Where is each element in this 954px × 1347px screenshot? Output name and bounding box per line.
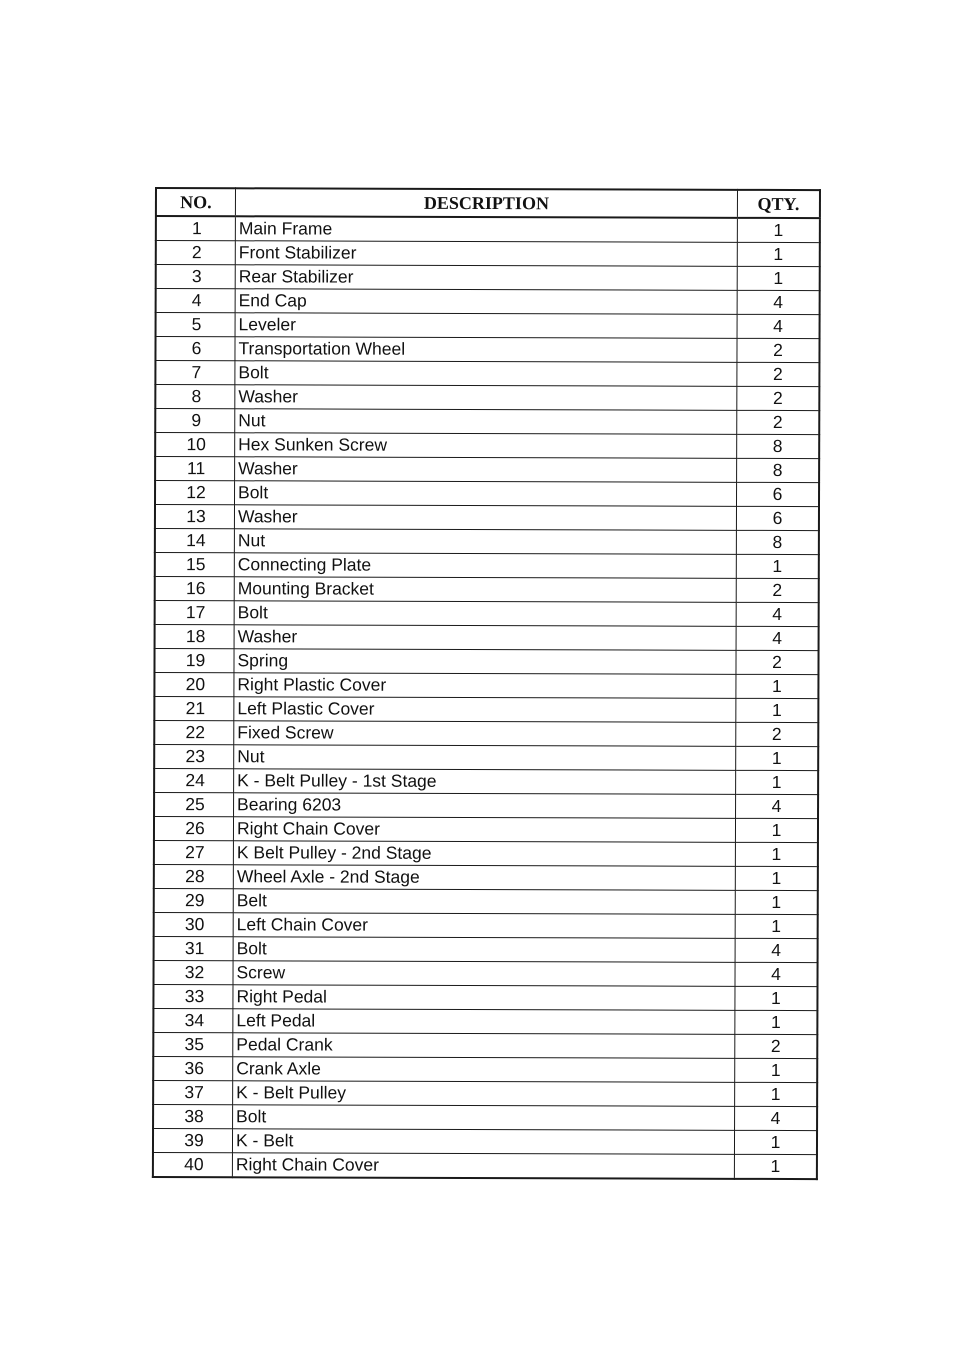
row-number: 7 xyxy=(155,361,235,385)
table-row xyxy=(155,601,819,627)
column-header-qty: QTY. xyxy=(737,190,820,218)
row-description: Washer xyxy=(235,457,737,483)
row-quantity: 1 xyxy=(735,842,818,866)
table-row xyxy=(154,745,818,771)
row-quantity: 2 xyxy=(736,650,819,674)
row-description: Front Stabilizer xyxy=(235,241,737,267)
row-quantity: 2 xyxy=(737,362,820,386)
table-row xyxy=(153,1008,817,1034)
table-row xyxy=(153,1056,817,1082)
row-description: Washer xyxy=(234,505,736,531)
table-row xyxy=(155,625,819,651)
row-description: Bolt xyxy=(235,481,737,507)
table-row xyxy=(154,888,818,914)
row-description: K - Belt xyxy=(232,1129,734,1155)
row-quantity: 2 xyxy=(736,578,819,602)
row-quantity: 1 xyxy=(735,890,818,914)
row-description: Bolt xyxy=(233,1105,735,1131)
row-number: 31 xyxy=(154,936,234,960)
row-number: 39 xyxy=(153,1128,233,1152)
row-number: 4 xyxy=(156,289,236,313)
row-number: 36 xyxy=(153,1056,233,1080)
table-row xyxy=(154,864,818,890)
row-quantity: 8 xyxy=(737,434,820,458)
row-description: End Cap xyxy=(235,289,737,315)
header-row xyxy=(156,188,820,218)
row-quantity: 1 xyxy=(737,266,820,290)
row-quantity: 1 xyxy=(736,746,819,770)
row-description: Leveler xyxy=(235,313,737,339)
table-row xyxy=(153,1032,817,1058)
row-quantity: 1 xyxy=(736,770,819,794)
row-number: 21 xyxy=(154,697,234,721)
row-quantity: 8 xyxy=(737,458,820,482)
row-description: Washer xyxy=(234,625,736,651)
row-number: 20 xyxy=(154,673,234,697)
row-number: 8 xyxy=(155,385,235,409)
row-quantity: 2 xyxy=(736,722,819,746)
row-quantity: 1 xyxy=(735,818,818,842)
table-row xyxy=(156,216,820,243)
row-number: 6 xyxy=(155,337,235,361)
row-description: Hex Sunken Screw xyxy=(235,433,737,459)
row-number: 17 xyxy=(155,601,235,625)
table-row xyxy=(155,529,819,555)
row-quantity: 4 xyxy=(735,1106,818,1130)
column-header-no: NO. xyxy=(156,188,236,216)
row-description: Belt xyxy=(233,889,735,915)
row-description: Right Chain Cover xyxy=(233,817,735,843)
row-number: 40 xyxy=(153,1152,233,1177)
row-number: 38 xyxy=(153,1104,233,1128)
row-number: 11 xyxy=(155,457,235,481)
row-quantity: 2 xyxy=(737,386,820,410)
table-row xyxy=(153,1128,817,1154)
row-description: K - Belt Pulley - 1st Stage xyxy=(234,769,736,795)
row-number: 29 xyxy=(154,888,234,912)
row-number: 18 xyxy=(155,625,235,649)
table-row xyxy=(154,840,818,866)
row-description: K Belt Pulley - 2nd Stage xyxy=(233,841,735,867)
row-description: Left Plastic Cover xyxy=(234,697,736,723)
row-description: Main Frame xyxy=(235,216,737,242)
row-description: Right Plastic Cover xyxy=(234,673,736,699)
row-quantity: 1 xyxy=(735,914,818,938)
table-row xyxy=(154,793,818,819)
row-quantity: 6 xyxy=(736,482,819,506)
table-row xyxy=(154,673,818,699)
table-row xyxy=(154,649,818,675)
row-quantity: 1 xyxy=(736,674,819,698)
row-number: 24 xyxy=(154,769,234,793)
row-number: 2 xyxy=(156,241,236,265)
row-description: Left Chain Cover xyxy=(233,913,735,939)
row-number: 25 xyxy=(154,793,234,817)
row-quantity: 4 xyxy=(737,314,820,338)
row-number: 5 xyxy=(156,313,236,337)
row-quantity: 4 xyxy=(735,938,818,962)
row-quantity: 2 xyxy=(737,410,820,434)
row-description: Wheel Axle - 2nd Stage xyxy=(233,865,735,891)
row-number: 3 xyxy=(156,265,236,289)
row-quantity: 1 xyxy=(735,866,818,890)
table-row xyxy=(154,912,818,938)
row-number: 9 xyxy=(155,409,235,433)
row-number: 37 xyxy=(153,1080,233,1104)
row-quantity: 2 xyxy=(735,1034,818,1058)
row-quantity: 1 xyxy=(734,1154,817,1179)
table-row xyxy=(155,505,819,531)
row-description: Left Pedal xyxy=(233,1009,735,1035)
row-number: 27 xyxy=(154,840,234,864)
row-number: 33 xyxy=(153,984,233,1008)
row-number: 1 xyxy=(156,216,236,241)
row-description: Connecting Plate xyxy=(234,553,736,579)
row-quantity: 1 xyxy=(735,1010,818,1034)
row-quantity: 1 xyxy=(734,1130,817,1154)
table-row xyxy=(155,337,819,363)
row-quantity: 4 xyxy=(736,626,819,650)
row-description: Bolt xyxy=(234,601,736,627)
row-quantity: 4 xyxy=(736,794,819,818)
table-body xyxy=(153,216,820,1179)
row-quantity: 1 xyxy=(737,242,820,266)
row-quantity: 4 xyxy=(735,962,818,986)
table-row xyxy=(155,577,819,603)
table-row xyxy=(153,1104,817,1130)
table-row xyxy=(154,721,818,747)
row-quantity: 4 xyxy=(736,602,819,626)
row-number: 23 xyxy=(154,745,234,769)
table-header xyxy=(156,188,820,218)
table-row xyxy=(156,289,820,315)
table-row xyxy=(155,385,819,411)
row-description: K - Belt Pulley xyxy=(233,1081,735,1107)
row-description: Spring xyxy=(234,649,736,675)
row-quantity: 1 xyxy=(737,218,820,243)
row-quantity: 1 xyxy=(736,554,819,578)
table-row xyxy=(156,265,820,291)
row-number: 14 xyxy=(155,529,235,553)
row-description: Screw xyxy=(233,961,735,987)
table-row xyxy=(153,1152,817,1179)
row-description: Right Pedal xyxy=(233,985,735,1011)
row-description: Bolt xyxy=(233,937,735,963)
table-row xyxy=(156,241,820,267)
row-description: Bearing 6203 xyxy=(234,793,736,819)
row-number: 10 xyxy=(155,433,235,457)
table-row xyxy=(155,361,819,387)
row-quantity: 6 xyxy=(736,506,819,530)
row-number: 16 xyxy=(155,577,235,601)
row-number: 30 xyxy=(154,912,234,936)
row-number: 28 xyxy=(154,864,234,888)
row-quantity: 4 xyxy=(737,290,820,314)
row-description: Right Chain Cover xyxy=(232,1153,734,1179)
row-description: Bolt xyxy=(235,361,737,387)
row-number: 34 xyxy=(153,1008,233,1032)
row-description: Mounting Bracket xyxy=(234,577,736,603)
table-row xyxy=(155,433,819,459)
row-number: 19 xyxy=(154,649,234,673)
row-number: 15 xyxy=(155,553,235,577)
row-quantity: 1 xyxy=(735,1058,818,1082)
column-header-description: DESCRIPTION xyxy=(235,188,737,218)
row-number: 35 xyxy=(153,1032,233,1056)
row-description: Nut xyxy=(234,529,736,555)
row-number: 32 xyxy=(153,960,233,984)
row-description: Nut xyxy=(235,409,737,435)
row-description: Nut xyxy=(234,745,736,771)
table-row xyxy=(153,960,817,986)
row-description: Fixed Screw xyxy=(234,721,736,747)
row-quantity: 2 xyxy=(737,338,820,362)
parts-list-table xyxy=(152,187,821,1180)
table-row xyxy=(153,984,817,1010)
row-quantity: 1 xyxy=(735,986,818,1010)
table-row xyxy=(154,769,818,795)
table-row xyxy=(155,481,819,507)
table-row xyxy=(155,409,819,435)
table-row xyxy=(156,313,820,339)
table-row xyxy=(154,936,818,962)
table-row xyxy=(153,1080,817,1106)
row-description: Crank Axle xyxy=(233,1057,735,1083)
row-description: Rear Stabilizer xyxy=(235,265,737,291)
row-quantity: 8 xyxy=(736,530,819,554)
row-quantity: 1 xyxy=(736,698,819,722)
table-row xyxy=(154,697,818,723)
row-description: Washer xyxy=(235,385,737,411)
row-number: 12 xyxy=(155,481,235,505)
table-row xyxy=(154,817,818,843)
table-row xyxy=(155,457,819,483)
row-number: 13 xyxy=(155,505,235,529)
row-description: Transportation Wheel xyxy=(235,337,737,363)
row-quantity: 1 xyxy=(735,1082,818,1106)
row-number: 22 xyxy=(154,721,234,745)
table-row xyxy=(155,553,819,579)
row-description: Pedal Crank xyxy=(233,1033,735,1059)
row-number: 26 xyxy=(154,817,234,841)
